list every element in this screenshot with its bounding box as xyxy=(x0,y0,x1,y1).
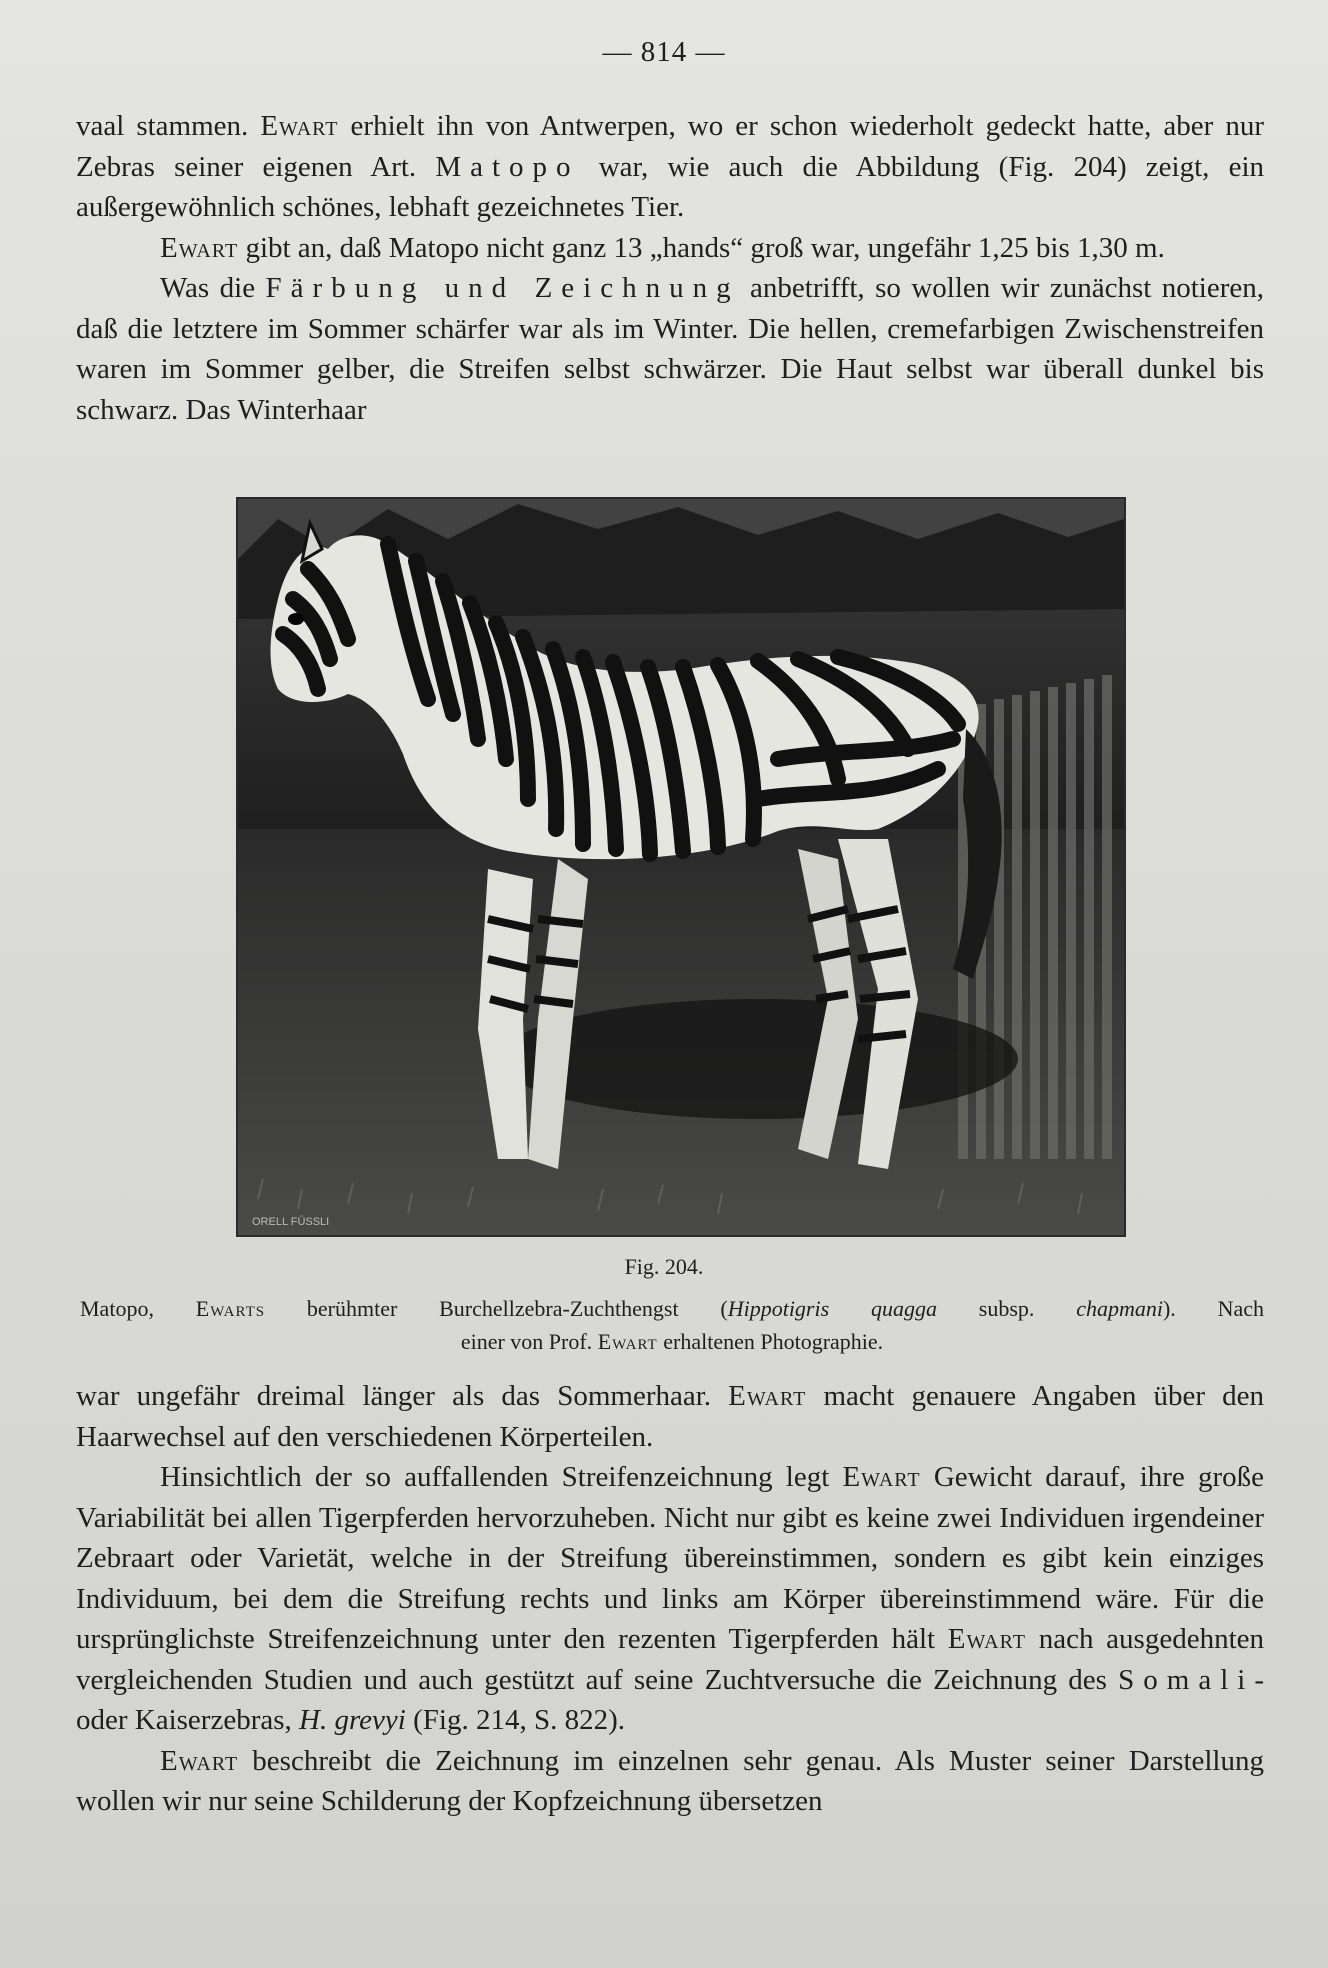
text-run: anbetrifft, so wollen wir zunächst notieren, daß die letztere im Sommer schärfer war als im Winter. Die hellen, cremefarbigen Zwischenstreifen waren im Sommer gelber, die Streifen selbst schwärzer. Die Haut selbst war überall dunkel bis schwarz. Das Winterhaar xyxy=(76,272,1264,426)
spaced-heading: Färbung und Zeichnung xyxy=(265,272,740,304)
page-number: — 814 — xyxy=(602,36,726,68)
species-name: H. grevyi xyxy=(299,1704,406,1736)
author-name: Ewart xyxy=(160,231,239,264)
text-run: - oder Kaiserzebras, xyxy=(76,1663,1264,1736)
text-run: Gewicht darauf, ihre große Variabilität bei allen Tigerpferden hervorzuheben. Nicht nur gibt es keine zwei Individuen irgendeiner Zebraart oder Varietät, welche in der Streifung übereinstimmen, sondern es gibt kein einziges Individuum, bei dem die Streifung rechts und links am Körper übereinstimmend wäre. Für die ursprünglichste Streifenzeichnung unter den rezenten Tigerpferden hält xyxy=(76,1461,1264,1655)
author-name: Ewart xyxy=(947,1623,1026,1655)
spaced-name: Somali xyxy=(1118,1663,1255,1696)
text-run: Was die xyxy=(160,272,266,304)
author-name: Ewart xyxy=(160,1744,239,1777)
figure-label: Fig. 204. xyxy=(624,1254,704,1279)
text-run: vaal stammen. xyxy=(76,110,261,142)
paragraph-5 xyxy=(76,1457,1264,1741)
zebra-photo-drawing xyxy=(238,499,1124,1235)
figure-caption xyxy=(80,1292,1264,1358)
paragraph-3 xyxy=(76,268,1264,430)
caption-line-1 xyxy=(80,1292,1264,1325)
text-run: (Fig. 214, S. 822). xyxy=(405,1704,625,1736)
paragraph-1 xyxy=(76,106,1264,228)
text-run: war, wie auch die Abbildung (Fig. 204) zeigt, ein außergewöhnlich schönes, lebhaft gezeichnetes Tier. xyxy=(76,150,1264,223)
text-run: Matopo, xyxy=(80,1296,196,1321)
author-name: Ewart xyxy=(597,1329,658,1354)
zebra-photograph xyxy=(236,497,1126,1237)
text-run: erhielt ihn von Antwerpen, wo er schon wiederholt gedeckt hatte, aber nur Zebras seiner eigenen Art. xyxy=(76,110,1264,183)
paragraph-4 xyxy=(76,1376,1264,1457)
text-run: einer von Prof. xyxy=(460,1329,598,1354)
subspecies-name: chapmani xyxy=(1076,1296,1163,1321)
text-run: macht genauere Angaben über den Haarwechsel auf den verschiedenen Körperteilen. xyxy=(76,1380,1264,1453)
bottom-text xyxy=(76,1376,1264,1822)
author-name: Ewart xyxy=(728,1380,807,1412)
caption-line-2 xyxy=(461,1329,883,1354)
paragraph-6 xyxy=(76,1741,1264,1822)
species-name: Hippotigris quagga xyxy=(727,1296,937,1321)
author-name: Ewart xyxy=(842,1461,921,1493)
text-run: berühmter Burchellzebra-Zuchthengst ( xyxy=(265,1296,728,1321)
photo-signature: ORELL FÜSSLI xyxy=(252,1216,330,1228)
text-run: gibt an, daß Matopo nicht ganz 13 „hands“ groß war, ungefähr 1,25 bis 1,30 m. xyxy=(238,231,1165,264)
author-name: Ewart xyxy=(260,110,339,142)
author-name: Ewarts xyxy=(195,1296,266,1321)
text-run: erhaltenen Photographie. xyxy=(657,1329,884,1354)
top-text xyxy=(76,106,1264,430)
spaced-name: Matopo xyxy=(435,150,580,183)
text-run: ). Nach xyxy=(1162,1296,1264,1321)
text-run: Hinsichtlich der so auffallenden Streifenzeichnung legt xyxy=(160,1461,843,1493)
text-run: nach ausgedehnten vergleichenden Studien und auch gestützt auf seine Zuchtversuche die Zeichnung des xyxy=(76,1623,1265,1696)
text-run: beschreibt die Zeichnung im einzelnen sehr genau. Als Muster seiner Darstellung wollen wir nur seine Schilderung der Kopfzeichnung übersetzen xyxy=(76,1744,1264,1817)
paragraph-2 xyxy=(76,228,1264,269)
text-run: war ungefähr dreimal länger als das Sommerhaar. xyxy=(76,1380,729,1412)
text-run: subsp. xyxy=(936,1296,1077,1321)
